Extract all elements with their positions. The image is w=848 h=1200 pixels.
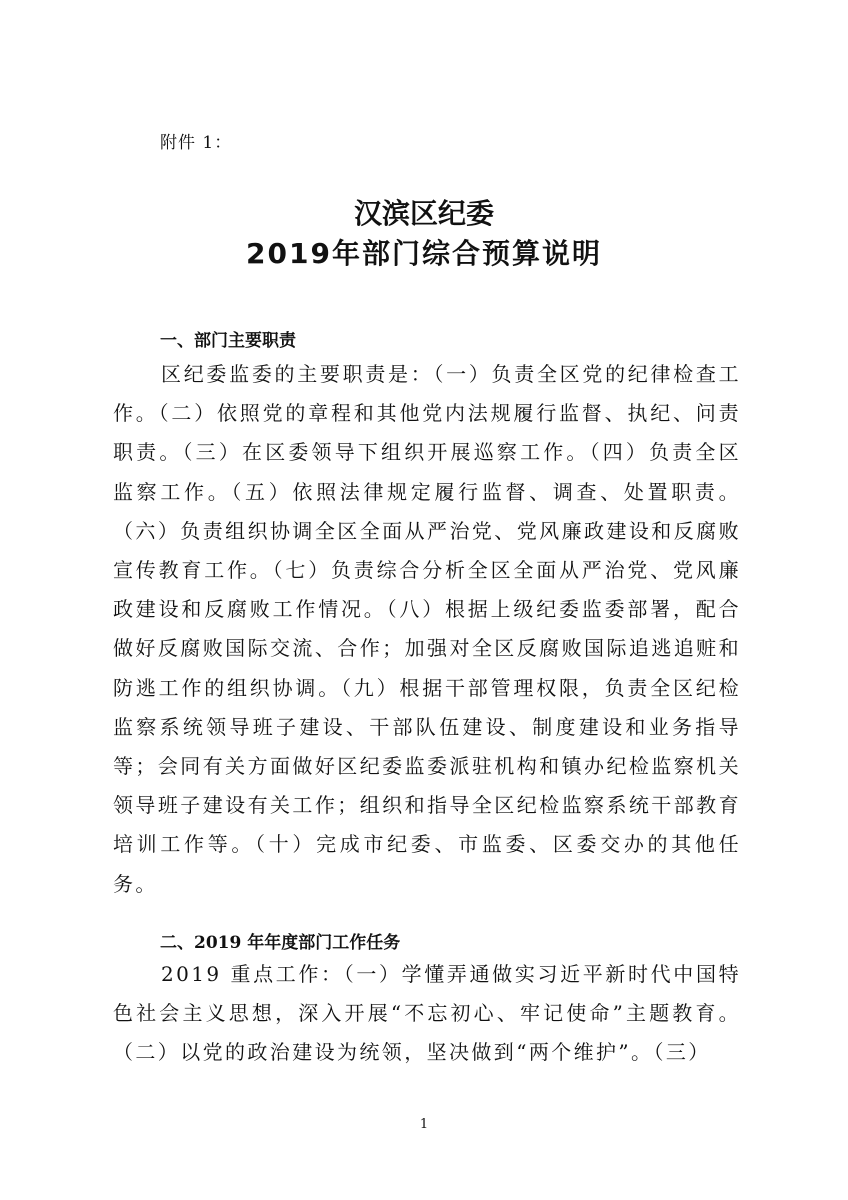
page-number: 1 [419, 1117, 429, 1132]
attachment-label: 附件 1： [160, 133, 233, 153]
section-heading-duties: 一、部门主要职责 [160, 331, 296, 351]
document-title-line2: 2019年部门综合预算说明 [246, 237, 602, 270]
section-body-duties: 区纪委监委的主要职责是：（一）负责全区党的纪律检查工作。（二）依照党的章程和其他党内法规履行监督、执纪、问责职责。（三）在区委领导下组织开展巡察工作。（四）负责全区监察工作。（五）依照法律规定履行监督、调查、处置职责。（六）负责组织协调全区全面从严治党、党风廉政建设和反腐败宣传教育工作。（七）负责综合分析全区全面从严治党、党风廉政建设和反腐败工作情况。（八）根据上级纪委监委部署，配合做好反腐败国际交流、合作；加强对全区反腐败国际追逃追赃和防逃工作的组织协调。（九）根据干部管理权限，负责全区纪检监察系统领导班子建设、干部队伍建设、制度建设和业务指导等；会同有关方面做好区纪委监委派驻机构和镇办纪检监察机关领导班子建设有关工作；组织和指导全区纪检监察系统干部教育培训工作等。（十）完成市纪委、市监委、区委交办的其他任务。 [113, 362, 741, 896]
section-body-tasks: 2019 重点工作：（一）学懂弄通做实习近平新时代中国特色社会主义思想，深入开展“不忘初心、牢记使命”主题教育。（二）以党的政治建设为统领，坚决做到“两个维护”。（三） [113, 962, 741, 1065]
section-heading-tasks: 二、2019 年年度部门工作任务 [160, 933, 401, 953]
document-title-line1: 汉滨区纪委 [353, 197, 494, 230]
